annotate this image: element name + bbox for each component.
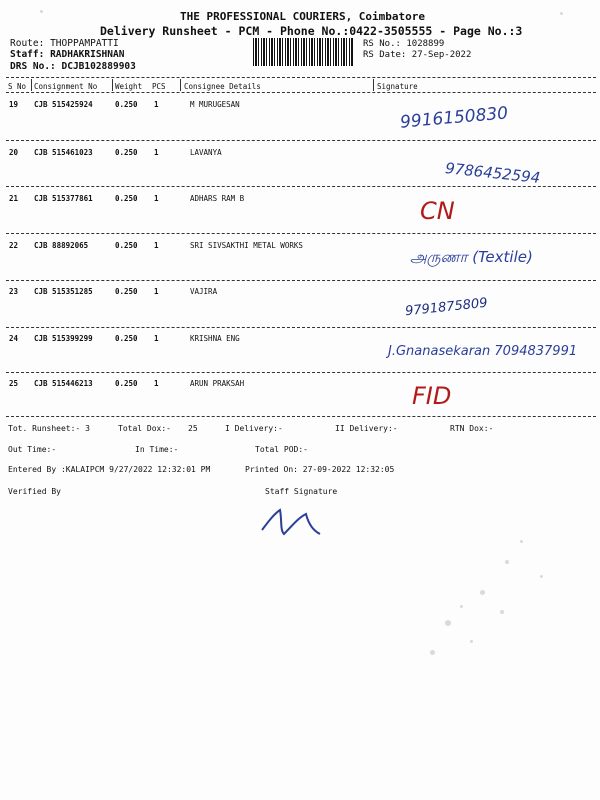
col-consignee: Consignee Details (184, 82, 261, 91)
rs-date-label: RS Date: (363, 50, 407, 60)
row-consignment: CJB 515351285 (34, 287, 93, 296)
rs-no-line (363, 39, 444, 49)
staff-signature-mark (258, 500, 338, 545)
row-pcs: 1 (154, 241, 159, 250)
route-value: THOPPAMPATTI (50, 38, 119, 49)
row-consignee: LAVANYA (190, 148, 222, 157)
row-consignment: CJB 515377861 (34, 194, 93, 203)
col-pcs: PCS (152, 82, 166, 91)
ii-delivery: II Delivery:- (335, 424, 398, 433)
col-divider (31, 79, 32, 91)
out-time: Out Time:- (8, 445, 57, 454)
staff-label: Staff: (10, 49, 45, 60)
row-consignment: CJB 515461023 (34, 148, 93, 157)
row-rule (6, 140, 596, 141)
row-rule (6, 186, 596, 187)
entered-by: Entered By :KALAIPCM 9/27/2022 12:32:01 PM (8, 465, 211, 474)
rs-no-label: RS No.: (363, 39, 401, 49)
row-weight: 0.250 (115, 334, 138, 343)
row-weight: 0.250 (115, 194, 138, 203)
route-label: Route: (10, 38, 45, 49)
row-consignee: M MURUGESAN (190, 100, 240, 109)
i-delivery: I Delivery:- (225, 424, 283, 433)
row-consignment: CJB 515399299 (34, 334, 93, 343)
row-consignment: CJB 515446213 (34, 379, 93, 388)
row-sno: 19 (9, 100, 19, 109)
row-weight: 0.250 (115, 379, 138, 388)
row-signature: 9786452594 (444, 159, 542, 187)
row-sno: 24 (9, 334, 19, 343)
row-weight: 0.250 (115, 241, 138, 250)
row-pcs: 1 (154, 334, 159, 343)
col-signature: Signature (377, 82, 418, 91)
row-signature: CN (420, 197, 455, 225)
rtn-dox: RTN Dox:- (450, 424, 494, 433)
rs-date-line (363, 50, 471, 60)
printed-on: Printed On: 27-09-2022 12:32:05 (245, 465, 395, 474)
tot-runsheet: Tot. Runsheet:- 3 (8, 424, 90, 433)
drs-label: DRS No.: (10, 61, 56, 72)
rs-no-value: 1028899 (406, 39, 445, 49)
total-pod: Total POD:- (255, 445, 308, 454)
col-weight: Weight (115, 82, 143, 91)
row-pcs: 1 (154, 287, 159, 296)
barcode (253, 38, 353, 66)
row-consignee: ARUN PRAKSAH (190, 379, 245, 388)
row-sno: 20 (9, 148, 19, 157)
row-sno: 21 (9, 194, 19, 203)
row-weight: 0.250 (115, 148, 138, 157)
total-dox-label: Total Dox:- (118, 424, 171, 433)
row-pcs: 1 (154, 100, 159, 109)
verified-by: Verified By (8, 487, 61, 496)
staff-value: RADHAKRISHNAN (50, 49, 125, 60)
row-weight: 0.250 (115, 287, 138, 296)
row-consignment: CJB 515425924 (34, 100, 93, 109)
row-signature: FID (412, 382, 452, 410)
row-rule (6, 372, 596, 373)
drs-value: DCJB102889903 (61, 61, 136, 72)
rs-date-value: 27-Sep-2022 (411, 50, 472, 60)
col-divider (180, 79, 181, 91)
row-sno: 25 (9, 379, 19, 388)
runsheet-subtitle: Delivery Runsheet - PCM - Phone No.:0422-3505555 - Page No.:3 (100, 24, 523, 38)
staff-line (10, 49, 124, 60)
row-sno: 23 (9, 287, 19, 296)
row-consignee: SRI SIVSAKTHI METAL WORKS (190, 241, 303, 250)
col-sno: S No (8, 82, 27, 91)
row-pcs: 1 (154, 379, 159, 388)
row-signature: அருணா (Textile) (410, 248, 533, 266)
row-signature: 9791875809 (404, 295, 489, 320)
row-signature: 9916150830 (399, 103, 509, 133)
col-consignment: Consignment No (34, 82, 98, 91)
company-title: THE PROFESSIONAL COURIERS, Coimbatore (180, 10, 426, 23)
in-time: In Time:- (135, 445, 179, 454)
row-consignee: VAJIRA (190, 287, 218, 296)
row-pcs: 1 (154, 148, 159, 157)
row-weight: 0.250 (115, 100, 138, 109)
col-divider (112, 79, 113, 91)
row-consignee: KRISHNA ENG (190, 334, 240, 343)
row-rule (6, 233, 596, 234)
row-pcs: 1 (154, 194, 159, 203)
table-header-rule (6, 92, 596, 93)
row-sno: 22 (9, 241, 19, 250)
total-dox-value: 25 (188, 424, 198, 433)
col-divider (373, 79, 374, 91)
row-rule (6, 327, 596, 328)
table-bottom-rule (6, 416, 596, 417)
row-consignee: ADHARS RAM B (190, 194, 245, 203)
table-top-rule (6, 77, 596, 78)
row-rule (6, 280, 596, 281)
staff-signature-label: Staff Signature (265, 487, 338, 496)
route-line (10, 38, 119, 49)
drs-line (10, 61, 136, 72)
row-consignment: CJB 88892065 (34, 241, 89, 250)
row-signature: J.Gnanasekaran 7094837991 (388, 344, 578, 359)
